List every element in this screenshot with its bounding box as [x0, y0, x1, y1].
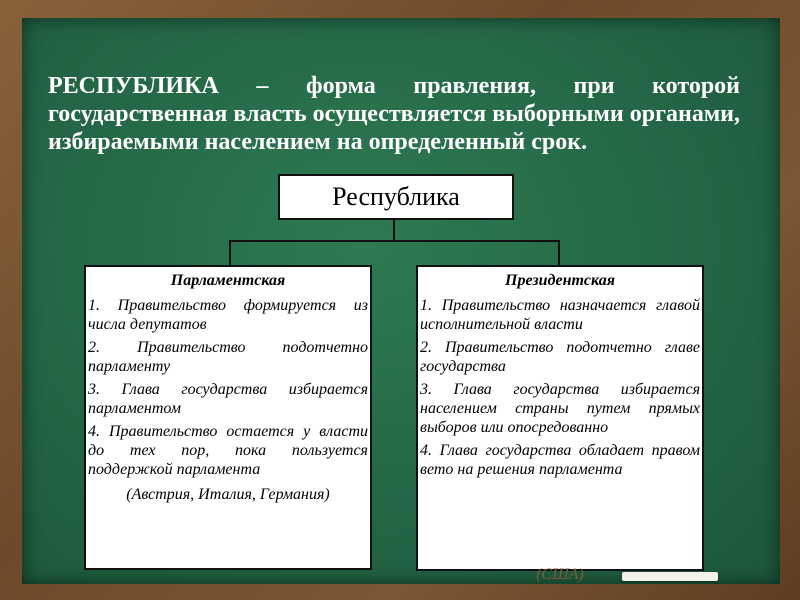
connector-line	[393, 218, 395, 242]
list-item: 2. Правительство подотчетно главе государства	[420, 339, 700, 375]
parliamentary-title: Парламентская	[170, 272, 286, 289]
presidential-title: Президентская	[505, 272, 615, 289]
diagram-root-label: Республика	[332, 182, 460, 211]
list-item: 2. Правительство подотчетно парламенту	[88, 339, 368, 375]
parliamentary-box	[84, 265, 372, 570]
presidential-box	[416, 265, 704, 571]
list-item: 3. Глава государства избирается парламентом	[88, 381, 368, 417]
definition-text: РЕСПУБЛИКА – форма правления, при которой государственная власть осуществляется выборными органами, избираемыми населением на определенный срок.	[48, 73, 740, 155]
list-item: 1. Правительство назначается главой исполнительной власти	[420, 297, 700, 333]
presidential-examples: (США)	[536, 566, 584, 583]
list-item: 1. Правительство формируется из числа депутатов	[88, 297, 368, 333]
diagram-root	[278, 174, 514, 220]
connector-line	[558, 240, 560, 266]
list-item: 3. Глава государства избирается населением страны путем прямых выборов или опосредованно	[420, 381, 700, 436]
connector-line	[229, 240, 560, 242]
connector-line	[229, 240, 231, 266]
chalk-piece	[622, 572, 718, 581]
list-item: 4. Правительство остается у власти до тех пор, пока пользуется поддержкой парламента	[88, 423, 368, 478]
list-item: 4. Глава государства обладает правом вето на решения парламента	[420, 442, 700, 478]
parliamentary-examples: (Австрия, Италия, Германия)	[126, 486, 330, 503]
